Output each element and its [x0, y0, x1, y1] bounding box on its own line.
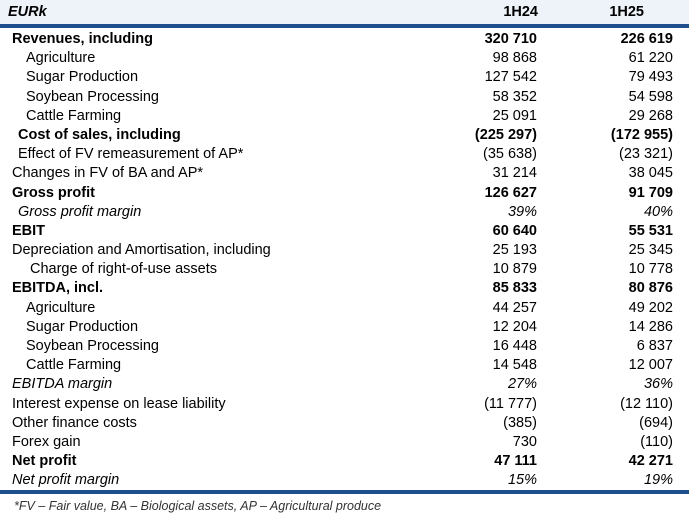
value-1h25: 61 220: [628, 50, 673, 67]
table-body: [0, 30, 689, 491]
value-1h25: 38 045: [628, 165, 673, 182]
value-1h25: (110): [640, 433, 673, 450]
value-1h24: 25 193: [492, 242, 537, 259]
row-label: EBITDA margin: [12, 376, 113, 393]
table-row: [0, 318, 689, 337]
row-label: Other finance costs: [12, 414, 137, 431]
table-row: [0, 222, 689, 241]
value-1h24: 14 548: [492, 357, 537, 374]
column-header-1h24: 1H24: [503, 4, 538, 20]
table-row: [0, 49, 689, 68]
table-row: [0, 241, 689, 260]
table-row: [0, 356, 689, 375]
value-1h25: 40%: [643, 203, 673, 220]
value-1h25: 36%: [643, 376, 673, 393]
value-1h24: (385): [503, 414, 537, 431]
table-row: [0, 337, 689, 356]
row-label: Cost of sales, including: [18, 126, 181, 143]
table-row: [0, 279, 689, 298]
value-1h25: 42 271: [628, 453, 673, 470]
table-row: [0, 30, 689, 49]
table-header: [0, 0, 689, 28]
value-1h24: 25 091: [492, 107, 537, 124]
value-1h24: 60 640: [492, 222, 537, 239]
table-row: [0, 433, 689, 452]
row-label: Gross profit margin: [18, 203, 142, 220]
value-1h25: 10 778: [628, 261, 673, 278]
row-label: Soybean Processing: [26, 338, 159, 354]
row-label: EBITDA, incl.: [12, 280, 104, 297]
table-row: [0, 471, 689, 490]
table-row: [0, 395, 689, 414]
value-1h25: (694): [639, 414, 673, 431]
row-label: Soybean Processing: [26, 88, 159, 105]
value-1h25: 91 709: [628, 184, 673, 201]
row-label: Gross profit: [12, 184, 95, 201]
value-1h24: 98 868: [492, 50, 537, 67]
row-label: Charge of right-of-use assets: [30, 261, 217, 278]
value-1h25: 55 531: [628, 222, 673, 239]
row-label: EBIT: [12, 222, 46, 239]
table-row: [0, 164, 689, 183]
row-label: Cattle Farming: [26, 357, 122, 374]
column-header-1h25: 1H25: [609, 4, 644, 20]
row-label: Revenues, including: [12, 31, 153, 47]
table-row: [0, 260, 689, 279]
table-row: [0, 107, 689, 126]
row-label: Cattle Farming: [26, 107, 122, 124]
value-1h25: (12 110): [620, 395, 673, 412]
value-1h25: 49 202: [628, 299, 673, 316]
value-1h24: 31 214: [492, 165, 537, 182]
value-1h25: (172 955): [610, 126, 673, 143]
value-1h25: 54 598: [628, 88, 673, 105]
table-row: [0, 452, 689, 471]
value-1h24: 44 257: [492, 299, 537, 316]
value-1h24: 127 542: [484, 69, 537, 86]
table-row: [0, 68, 689, 87]
table-row: [0, 203, 689, 222]
value-1h25: 226 619: [620, 31, 673, 47]
value-1h24: 16 448: [492, 338, 537, 354]
table-row: [0, 184, 689, 203]
value-1h24: (225 297): [474, 126, 537, 143]
row-label: Effect of FV remeasurement of AP*: [18, 146, 244, 163]
row-label: Net profit margin: [12, 472, 120, 489]
value-1h24: 10 879: [492, 261, 537, 278]
value-1h24: 47 111: [494, 453, 537, 470]
bottom-divider: [0, 490, 689, 494]
table-row: [0, 145, 689, 164]
value-1h25: 12 007: [628, 357, 673, 374]
value-1h24: (35 638): [482, 146, 537, 163]
value-1h24: 12 204: [492, 318, 537, 335]
value-1h25: 79 493: [628, 69, 673, 86]
value-1h24: 15%: [507, 472, 537, 489]
row-label: Depreciation and Amortisation, including: [12, 242, 271, 259]
table-row: [0, 375, 689, 394]
row-label: Forex gain: [12, 433, 81, 450]
table-row: [0, 126, 689, 145]
value-1h25: 19%: [643, 472, 673, 489]
value-1h25: 6 837: [636, 338, 673, 354]
row-label: Interest expense on lease liability: [12, 395, 226, 412]
value-1h25: 14 286: [628, 318, 673, 335]
value-1h24: 730: [512, 433, 537, 450]
value-1h24: 320 710: [484, 31, 537, 47]
value-1h24: 126 627: [484, 184, 537, 201]
row-label: Changes in FV of BA and AP*: [12, 165, 204, 182]
row-label: Net profit: [12, 453, 77, 470]
value-1h24: 27%: [507, 376, 537, 393]
value-1h25: 29 268: [628, 107, 673, 124]
footnote: *FV – Fair value, BA – Biological assets, AP – Agricultural produce: [14, 499, 382, 513]
row-label: Sugar Production: [26, 69, 139, 86]
value-1h24: 85 833: [492, 280, 537, 297]
row-label: Agriculture: [26, 50, 96, 67]
table-row: [0, 299, 689, 318]
value-1h24: 39%: [507, 203, 537, 220]
value-1h25: (23 321): [618, 146, 673, 163]
value-1h24: (11 777): [484, 395, 537, 412]
currency-unit-label: EURk: [8, 4, 47, 20]
row-label: Agriculture: [26, 299, 96, 316]
value-1h24: 58 352: [492, 88, 537, 105]
value-1h25: 80 876: [628, 280, 673, 297]
row-label: Sugar Production: [26, 318, 139, 335]
table-row: [0, 414, 689, 433]
table-row: [0, 88, 689, 107]
value-1h25: 25 345: [628, 242, 673, 259]
